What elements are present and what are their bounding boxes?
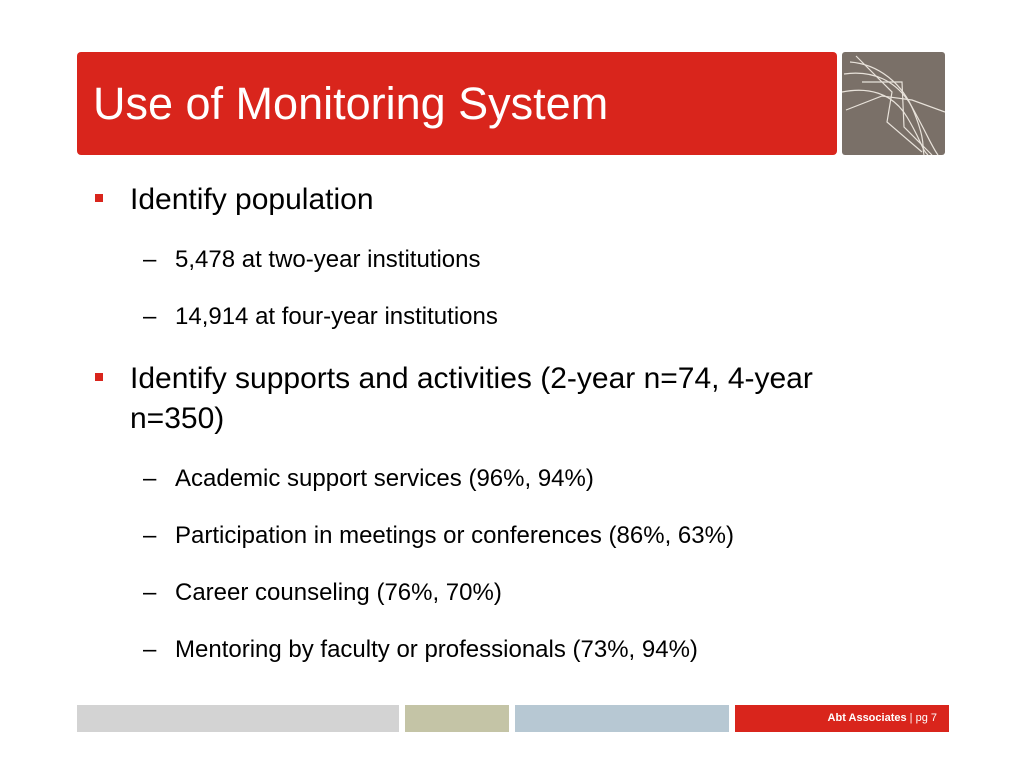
dash-marker: – — [143, 303, 157, 330]
footer-segment-red — [735, 705, 949, 732]
bullet-identify-supports-line2: n=350) — [130, 402, 225, 435]
footer-page-number: pg 7 — [915, 712, 937, 724]
bullet-identify-population: Identify population — [130, 183, 374, 216]
sub-bullet-mentoring: Mentoring by faculty or professionals (73%, 94%) — [175, 636, 698, 663]
bullet-marker — [95, 373, 103, 381]
abstract-lines-logo-icon — [842, 52, 945, 155]
footer-label — [828, 711, 937, 725]
title-bar — [77, 52, 837, 155]
sub-bullet-career-counseling: Career counseling (76%, 70%) — [175, 579, 502, 606]
dash-marker: – — [143, 522, 157, 549]
footer-segment-blue — [515, 705, 729, 732]
sub-bullet-academic-support: Academic support services (96%, 94%) — [175, 465, 594, 492]
dash-marker: – — [143, 465, 157, 492]
bullet-marker — [95, 194, 103, 202]
dash-marker: – — [143, 579, 157, 606]
footer-separator: | — [909, 712, 913, 724]
dash-marker: – — [143, 246, 157, 273]
sub-bullet-meetings: Participation in meetings or conferences (86%, 63%) — [175, 522, 734, 549]
bullet-identify-supports-line1: Identify supports and activities (2-year n=74, 4-year — [130, 362, 813, 395]
dash-marker: – — [143, 636, 157, 663]
sub-bullet-two-year: 5,478 at two-year institutions — [175, 246, 481, 273]
logo — [842, 52, 945, 155]
footer-segment-gray — [77, 705, 399, 732]
slide-title: Use of Monitoring System — [93, 78, 609, 129]
footer-segment-olive — [405, 705, 509, 732]
footer-company: Abt Associates — [827, 712, 907, 724]
sub-bullet-four-year: 14,914 at four-year institutions — [175, 303, 498, 330]
